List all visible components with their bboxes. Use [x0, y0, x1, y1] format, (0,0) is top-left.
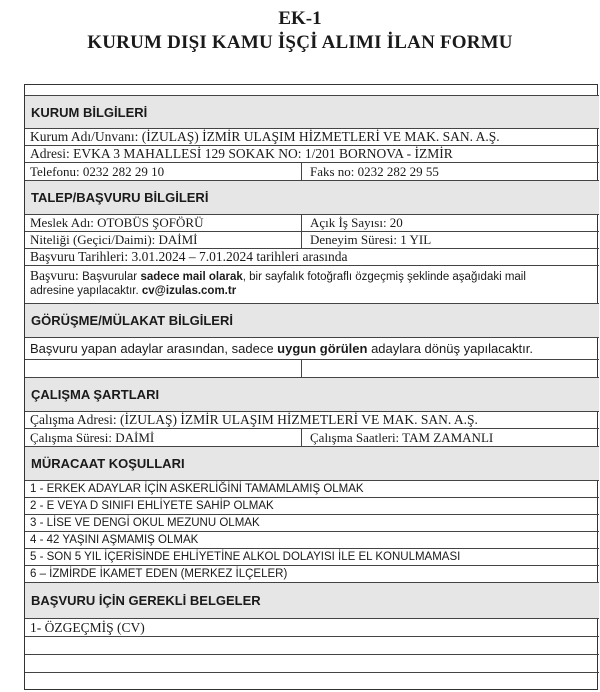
section-muracaat-title: MÜRACAAT KOŞULLARI: [31, 456, 185, 471]
muracaat-item: [25, 498, 599, 515]
section-calisma-title: ÇALIŞMA ŞARTLARI: [31, 387, 160, 402]
basvuru-tarihleri: Başvuru Tarihleri: 3.01.2024 – 7.01.2024 tarihleri arasında: [30, 249, 348, 264]
muracaat-item: [25, 515, 599, 532]
muracaat-item-text: 2 - E VEYA D SINIFI EHLİYETE SAHİP OLMAK: [30, 500, 274, 512]
calisma-saatleri: Çalışma Saatleri: TAM ZAMANLI: [310, 429, 494, 445]
belge-empty-row: [25, 655, 599, 673]
muracaat-item-text: 5 - SON 5 YIL İÇERİSİNDE EHLİYETİNE ALKOL DOLAYISI İLE EL KONULMAMASI: [30, 551, 461, 563]
gorusme-text2: adaylara dönüş yapılacaktır.: [371, 341, 533, 356]
gorusme-bold: uygun görülen: [277, 341, 368, 356]
kurum-adi-row: [25, 129, 599, 146]
section-kurum: [25, 95, 599, 129]
kurum-telefon: Telefonu: 0232 282 29 10: [30, 163, 165, 179]
kurum-adres-row: [25, 146, 599, 163]
calisma-sure-row: [25, 429, 599, 447]
muracaat-item-text: 4 - 42 YAŞINI AŞMAMIŞ OLMAK: [30, 534, 199, 546]
basvuru-bold: sadece mail olarak: [140, 271, 243, 283]
section-muracaat: [25, 447, 599, 481]
belge-item-text: 1- ÖZGEÇMİŞ (CV): [30, 619, 145, 635]
muracaat-item: [25, 532, 599, 549]
section-belgeler: [25, 583, 599, 619]
calisma-adres: Çalışma Adresi: (İZULAŞ) İZMİR ULAŞIM HİZMETLERİ VE MAK. SAN. A.Ş.: [30, 412, 478, 427]
basvuru-text1: Başvurular: [82, 271, 138, 283]
gorusme-text1: Başvuru yapan adaylar arasından, sadece: [30, 341, 274, 356]
form-code: EK-1: [278, 8, 322, 29]
section-gorusme: [25, 304, 599, 338]
muracaat-item-text: 6 – İZMİRDE İKAMET EDEN (MERKEZ İLÇELER): [30, 568, 288, 580]
section-calisma: [25, 378, 599, 412]
talep-nitelik-row: [25, 232, 599, 249]
section-talep: [25, 181, 599, 215]
basvuru-mail-link[interactable]: cv@izulas.com.tr: [141, 285, 237, 297]
gorusme-empty-row: [25, 360, 599, 378]
deneyim-suresi: Deneyim Süresi: 1 YIL: [310, 232, 432, 247]
section-gorusme-title: GÖRÜŞME/MÜLAKAT BİLGİLERİ: [31, 313, 233, 328]
form-title: KURUM DIŞI KAMU İŞÇİ ALIMI İLAN FORMU: [87, 32, 513, 53]
muracaat-item: [25, 566, 599, 583]
muracaat-item: [25, 549, 599, 566]
basvuru-label: Başvuru:: [30, 268, 79, 283]
basvuru-line2: adresine yapılacaktır.: [30, 285, 139, 297]
talep-meslek-row: [25, 215, 599, 232]
section-belgeler-title: BAŞVURU İÇİN GEREKLİ BELGELER: [31, 593, 261, 608]
kurum-iletisim-row: [25, 163, 599, 181]
muracaat-item-text: 3 - LİSE VE DENGİ OKUL MEZUNU OLMAK: [30, 517, 260, 529]
acik-is-sayisi: Açık İş Sayısı: 20: [310, 215, 403, 230]
calisma-adres-row: [25, 412, 599, 429]
gorusme-text-row: [25, 338, 599, 360]
muracaat-item-text: 1 - ERKEK ADAYLAR İÇİN ASKERLİĞİNİ TAMAMLAMIŞ OLMAK: [30, 483, 364, 495]
belge-item: [25, 619, 599, 637]
section-kurum-title: KURUM BİLGİLERİ: [31, 104, 148, 120]
belge-empty-row: [25, 637, 599, 655]
announcement-form: [24, 84, 598, 690]
muracaat-item: [25, 481, 599, 498]
niteligi: Niteliği (Geçici/Daimi): DAİMİ: [30, 232, 198, 247]
kurum-faks: Faks no: 0232 282 29 55: [310, 163, 439, 179]
basvuru-row: [25, 266, 599, 304]
basvuru-tarihleri-row: [25, 249, 599, 266]
kurum-adi: Kurum Adı/Unvanı: (İZULAŞ) İZMİR ULAŞIM HİZMETLERİ VE MAK. SAN. A.Ş.: [30, 129, 500, 144]
calisma-suresi: Çalışma Süresi: DAİMİ: [30, 429, 155, 445]
kurum-adres: Adresi: EVKA 3 MAHALLESİ 129 SOKAK NO: 1/201 BORNOVA - İZMİR: [30, 146, 453, 161]
section-talep-title: TALEP/BAŞVURU BİLGİLERİ: [31, 190, 209, 205]
basvuru-text2: , bir sayfalık fotoğraflı özgeçmiş şeklinde aşağıdaki mail: [242, 271, 526, 283]
meslek-adi: Meslek Adı: OTOBÜS ŞOFÖRÜ: [30, 215, 204, 230]
